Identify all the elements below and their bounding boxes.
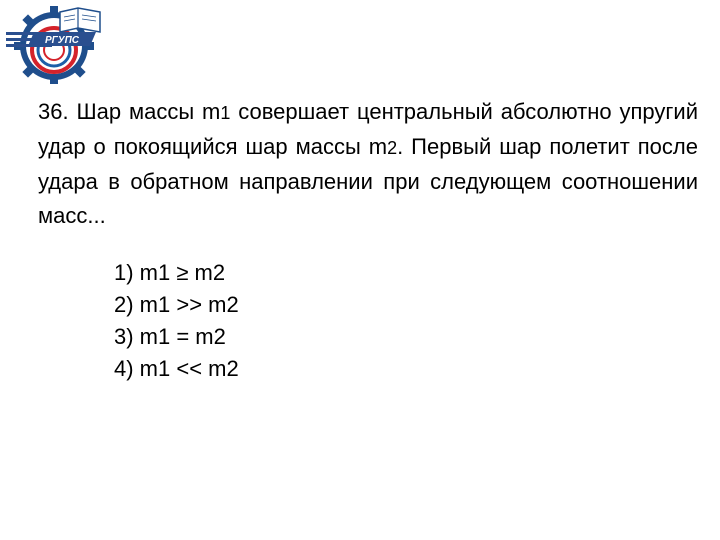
rgups-logo-icon	[4, 2, 104, 84]
book-icon	[60, 8, 100, 32]
question-index-1: 1	[220, 103, 231, 123]
logo-text: РГУПС	[45, 35, 79, 46]
answer-option-3[interactable]: 3) m1 = m2	[114, 324, 226, 349]
question-text	[38, 95, 698, 233]
answer-option-4[interactable]: 4) m1 << m2	[114, 356, 239, 381]
answer-options	[114, 257, 239, 385]
question-part-1: Шар массы m	[68, 99, 221, 124]
question-index-2: 2	[387, 138, 398, 158]
answer-option-2[interactable]: 2) m1 >> m2	[114, 292, 239, 317]
answer-option-1[interactable]: 1) m1 ≥ m2	[114, 260, 226, 285]
question-part-2: совершает центральный абсолютно упругий удар о покоящийся шар массы m	[38, 99, 698, 159]
question-part-3: . Первый шар полетит после удара в обратном направлении при следующем соотношении масс...	[38, 134, 698, 228]
question-number: 36.	[38, 99, 69, 124]
